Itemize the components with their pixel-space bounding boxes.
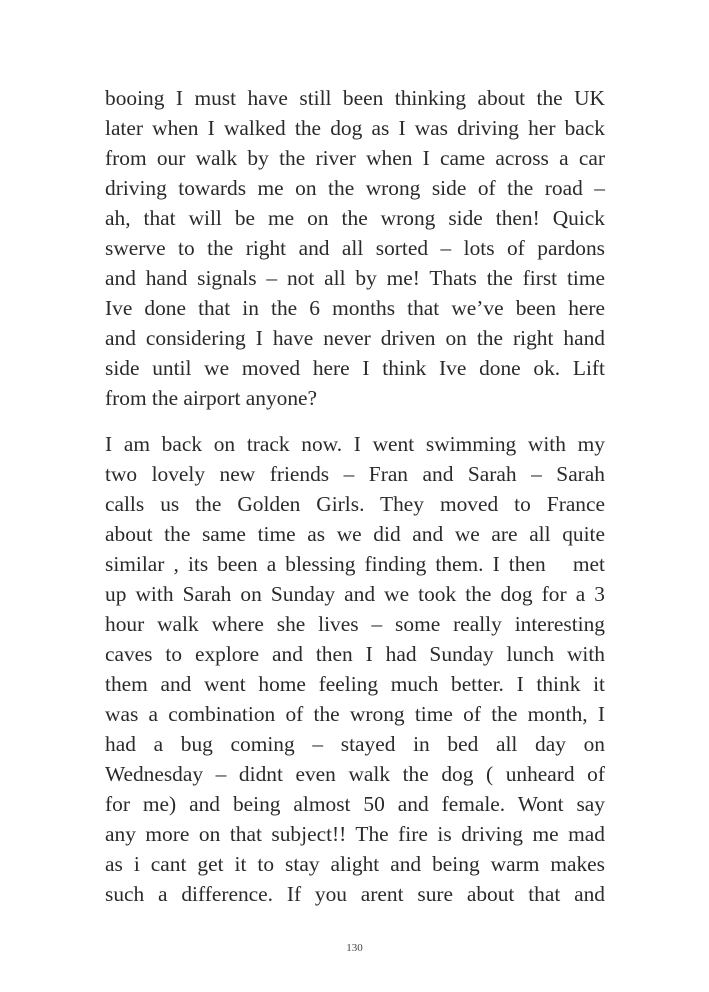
text-line: caves to explore and then I had Sunday lunch with xyxy=(105,642,605,666)
text-line: side until we moved here I think Ive done ok. Lift xyxy=(105,356,605,380)
text-line: calls us the Golden Girls. They moved to France xyxy=(105,492,605,516)
text-line: was a combination of the wrong time of the month, I xyxy=(105,702,605,726)
text-line: had a bug coming – stayed in bed all day on xyxy=(105,732,605,756)
text-line: Wednesday – didnt even walk the dog ( unheard of xyxy=(105,762,605,786)
text-line: up with Sarah on Sunday and we took the dog for a 3 xyxy=(105,582,605,606)
text-line: driving towards me on the wrong side of the road – xyxy=(105,176,605,200)
text-line: Ive done that in the 6 months that we’ve been here xyxy=(105,296,605,320)
text-line: and considering I have never driven on the right hand xyxy=(105,326,605,350)
text-line: about the same time as we did and we are all quite xyxy=(105,522,605,546)
text-line: for me) and being almost 50 and female. Wont say xyxy=(105,792,605,816)
text-line: any more on that subject!! The fire is driving me mad xyxy=(105,822,605,846)
paragraph-spacer xyxy=(105,413,605,429)
paragraph-1 xyxy=(105,83,605,413)
text-line: as i cant get it to stay alight and being warm makes xyxy=(105,852,605,876)
text-line: ah, that will be me on the wrong side then! Quick xyxy=(105,206,605,230)
text-line: and hand signals – not all by me! Thats the first time xyxy=(105,266,605,290)
text-line: later when I walked the dog as I was driving her back xyxy=(105,116,605,140)
paragraph-2 xyxy=(105,429,605,909)
text-line: I am back on track now. I went swimming with my xyxy=(105,432,605,456)
page-number: 130 xyxy=(346,942,363,954)
text-line: from our walk by the river when I came across a car xyxy=(105,146,605,170)
text-line: swerve to the right and all sorted – lots of pardons xyxy=(105,236,605,260)
text-line: from the airport anyone? xyxy=(105,386,318,410)
text-line: similar , its been a blessing finding them. I then met xyxy=(105,552,605,576)
text-line: them and went home feeling much better. I think it xyxy=(105,672,605,696)
text-line: two lovely new friends – Fran and Sarah – Sarah xyxy=(105,462,605,486)
body-text xyxy=(105,83,605,909)
text-line: such a difference. If you arent sure about that and xyxy=(105,882,605,906)
text-line: hour walk where she lives – some really interesting xyxy=(105,612,605,636)
text-line: booing I must have still been thinking about the UK xyxy=(105,86,605,110)
